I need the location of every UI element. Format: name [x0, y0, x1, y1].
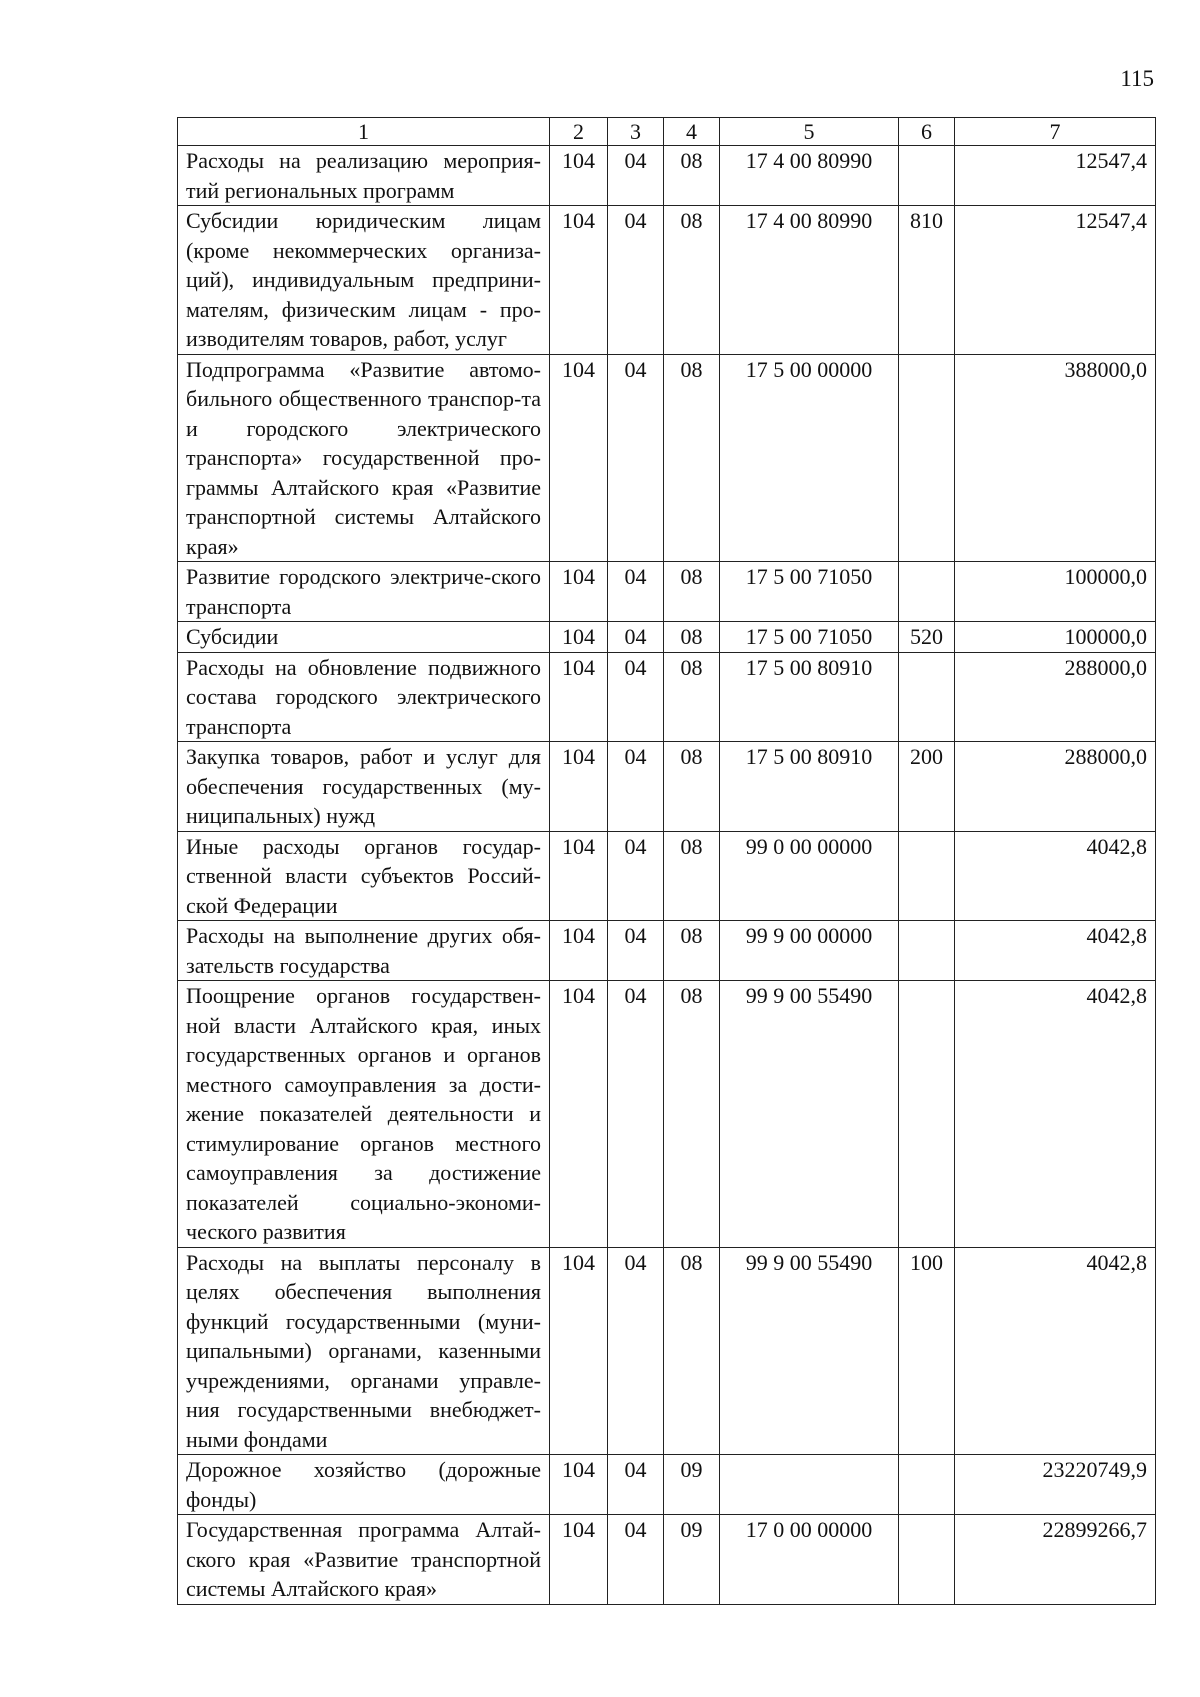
expense-type-cell — [899, 1455, 955, 1515]
target-article-cell: 17 4 00 80990 — [720, 146, 899, 206]
expense-type-cell: 520 — [899, 622, 955, 653]
table-row — [178, 981, 1156, 1248]
amount-cell: 4042,8 — [955, 921, 1156, 981]
subsection-code-cell: 08 — [664, 652, 720, 742]
ministry-code-cell: 104 — [550, 562, 608, 622]
section-code-cell: 04 — [608, 981, 664, 1248]
target-article-cell: 17 5 00 71050 — [720, 562, 899, 622]
subsection-code-cell: 08 — [664, 146, 720, 206]
table-row — [178, 652, 1156, 742]
section-code-cell: 04 — [608, 206, 664, 355]
amount-cell: 100000,0 — [955, 622, 1156, 653]
target-article-cell: 17 5 00 00000 — [720, 354, 899, 562]
amount-cell: 388000,0 — [955, 354, 1156, 562]
section-code-cell: 04 — [608, 146, 664, 206]
expense-type-cell — [899, 1515, 955, 1605]
section-code-cell: 04 — [608, 622, 664, 653]
section-code-cell: 04 — [608, 354, 664, 562]
table-row — [178, 742, 1156, 832]
ministry-code-cell: 104 — [550, 1247, 608, 1455]
column-header: 1 — [178, 118, 550, 146]
section-code-cell: 04 — [608, 1455, 664, 1515]
table-row — [178, 354, 1156, 562]
expense-name-cell: Иные расходы органов государ-ственной власти субъектов Россий-ской Федерации — [178, 831, 550, 921]
expense-name-cell: Расходы на выплаты персоналу в целях обеспечения выполнения функций государственными (муни-ципальными) органами, казенными учреждениями, органами управле-ния государственными внебюджет-ными фондами — [178, 1247, 550, 1455]
expense-name-cell: Расходы на выполнение других обя-зательств государства — [178, 921, 550, 981]
expense-name-cell: Подпрограмма «Развитие автомо-бильного общественного транспор-та и городского электрического транспорта» государственной про-граммы Алтайского края «Развитие транспортной системы Алтайского края» — [178, 354, 550, 562]
expense-type-cell — [899, 652, 955, 742]
ministry-code-cell: 104 — [550, 831, 608, 921]
column-header: 2 — [550, 118, 608, 146]
target-article-cell: 17 0 00 00000 — [720, 1515, 899, 1605]
subsection-code-cell: 09 — [664, 1515, 720, 1605]
ministry-code-cell: 104 — [550, 652, 608, 742]
target-article-cell: 99 0 00 00000 — [720, 831, 899, 921]
table-row — [178, 921, 1156, 981]
expense-name-cell: Закупка товаров, работ и услуг для обеспечения государственных (му-ниципальных) нужд — [178, 742, 550, 832]
subsection-code-cell: 08 — [664, 622, 720, 653]
target-article-cell: 99 9 00 00000 — [720, 921, 899, 981]
expense-type-cell — [899, 981, 955, 1248]
column-header: 5 — [720, 118, 899, 146]
expense-type-cell — [899, 921, 955, 981]
column-header: 7 — [955, 118, 1156, 146]
expense-type-cell — [899, 831, 955, 921]
section-code-cell: 04 — [608, 1515, 664, 1605]
ministry-code-cell: 104 — [550, 1455, 608, 1515]
amount-cell: 4042,8 — [955, 981, 1156, 1248]
ministry-code-cell: 104 — [550, 1515, 608, 1605]
amount-cell: 288000,0 — [955, 652, 1156, 742]
table-row — [178, 1515, 1156, 1605]
ministry-code-cell: 104 — [550, 354, 608, 562]
page-number: 115 — [1120, 66, 1154, 91]
target-article-cell: 17 4 00 80990 — [720, 206, 899, 355]
expense-type-cell: 810 — [899, 206, 955, 355]
section-code-cell: 04 — [608, 652, 664, 742]
expense-type-cell — [899, 354, 955, 562]
table-row — [178, 1247, 1156, 1455]
subsection-code-cell: 08 — [664, 562, 720, 622]
target-article-cell: 17 5 00 80910 — [720, 742, 899, 832]
budget-table — [177, 117, 1156, 1605]
target-article-cell: 99 9 00 55490 — [720, 1247, 899, 1455]
ministry-code-cell: 104 — [550, 742, 608, 832]
table-row — [178, 146, 1156, 206]
section-code-cell: 04 — [608, 921, 664, 981]
amount-cell: 22899266,7 — [955, 1515, 1156, 1605]
section-code-cell: 04 — [608, 562, 664, 622]
expense-name-cell: Поощрение органов государствен-ной власти Алтайского края, иных государственных органов и органов местного самоуправления за дости-жение показателей деятельности и стимулирование органов местного самоуправления за достижение показателей социально-экономи-ческого развития — [178, 981, 550, 1248]
section-code-cell: 04 — [608, 1247, 664, 1455]
column-header: 3 — [608, 118, 664, 146]
column-header: 4 — [664, 118, 720, 146]
amount-cell: 4042,8 — [955, 1247, 1156, 1455]
subsection-code-cell: 08 — [664, 921, 720, 981]
subsection-code-cell: 08 — [664, 742, 720, 832]
table-row — [178, 622, 1156, 653]
subsection-code-cell: 08 — [664, 831, 720, 921]
target-article-cell: 17 5 00 71050 — [720, 622, 899, 653]
target-article-cell: 99 9 00 55490 — [720, 981, 899, 1248]
expense-type-cell — [899, 562, 955, 622]
subsection-code-cell: 08 — [664, 981, 720, 1248]
ministry-code-cell: 104 — [550, 622, 608, 653]
expense-type-cell — [899, 146, 955, 206]
amount-cell: 12547,4 — [955, 146, 1156, 206]
amount-cell: 100000,0 — [955, 562, 1156, 622]
column-header: 6 — [899, 118, 955, 146]
table-row — [178, 1455, 1156, 1515]
section-code-cell: 04 — [608, 742, 664, 832]
amount-cell: 288000,0 — [955, 742, 1156, 832]
ministry-code-cell: 104 — [550, 146, 608, 206]
expense-name-cell: Субсидии — [178, 622, 550, 653]
expense-type-cell: 200 — [899, 742, 955, 832]
section-code-cell: 04 — [608, 831, 664, 921]
expense-name-cell: Расходы на реализацию мероприя-тий региональных программ — [178, 146, 550, 206]
expense-name-cell: Дорожное хозяйство (дорожные фонды) — [178, 1455, 550, 1515]
table-row — [178, 562, 1156, 622]
subsection-code-cell: 08 — [664, 354, 720, 562]
expense-name-cell: Субсидии юридическим лицам (кроме некоммерческих организа-ций), индивидуальным предприни-мателям, физическим лицам - про-изводителям товаров, работ, услуг — [178, 206, 550, 355]
amount-cell: 12547,4 — [955, 206, 1156, 355]
ministry-code-cell: 104 — [550, 981, 608, 1248]
table-body — [178, 146, 1156, 1605]
expense-name-cell: Расходы на обновление подвижного состава городского электрического транспорта — [178, 652, 550, 742]
ministry-code-cell: 104 — [550, 206, 608, 355]
expense-type-cell: 100 — [899, 1247, 955, 1455]
ministry-code-cell: 104 — [550, 921, 608, 981]
amount-cell: 23220749,9 — [955, 1455, 1156, 1515]
subsection-code-cell: 09 — [664, 1455, 720, 1515]
table-row — [178, 831, 1156, 921]
expense-name-cell: Государственная программа Алтай-ского края «Развитие транспортной системы Алтайского края» — [178, 1515, 550, 1605]
subsection-code-cell: 08 — [664, 1247, 720, 1455]
target-article-cell: 17 5 00 80910 — [720, 652, 899, 742]
amount-cell: 4042,8 — [955, 831, 1156, 921]
target-article-cell — [720, 1455, 899, 1515]
table-row — [178, 206, 1156, 355]
expense-name-cell: Развитие городского электриче-ского транспорта — [178, 562, 550, 622]
table-header-row — [178, 118, 1156, 146]
subsection-code-cell: 08 — [664, 206, 720, 355]
